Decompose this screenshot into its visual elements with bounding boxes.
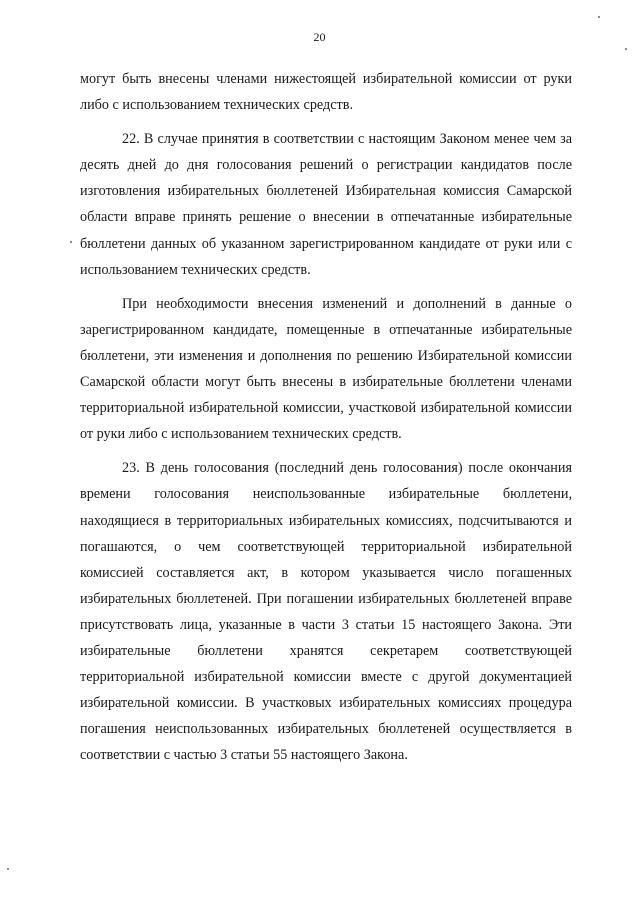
scan-speck [7,868,9,870]
scan-speck [598,16,600,18]
page-number: 20 [313,30,326,44]
scan-speck [70,241,72,243]
document-body [80,66,572,768]
paragraph-22: 22. В случае принятия в соответствии с настоящим Законом менее чем за десять дней до дня голосования решений о регистрации кандидатов после изготовления избирательных бюллетеней Избирательная комиссия Самарской области вправе принять решение о внесении в отпечатанные избирательные бюллетени данных об указанном зарегистрированном кандидате от руки или с использованием технических средств. [80,131,572,278]
paragraph-continuation: могут быть внесены членами нижестоящей избирательной комиссии от руки либо с использованием технических средств. [80,71,572,114]
scan-speck [625,48,627,50]
paragraph-23: 23. В день голосования (последний день голосования) после окончания времени голосования неиспользованные избирательные бюллетени, находящиеся в территориальных избирательных комиссиях, подсчитываются и погашаются, о чем соответствующей территориальной избирательной комиссией составляется акт, в котором указывается число погашенных избирательных бюллетеней. При погашении избирательных бюллетеней вправе присутствовать лица, указанные в части 3 статьи 15 настоящего Закона. Эти избирательные бюллетени хранятся секретарем соответствующей территориальной избирательной комиссии вместе с другой документацией избирательной комиссии. В участковых избирательных комиссиях процедура погашения неиспользованных избирательных бюллетеней осуществляется в соответствии с частью 3 статьи 55 настоящего Закона. [80,460,572,764]
paragraph-22-amendments: При необходимости внесения изменений и дополнений в данные о зарегистрированном кандидате, помещенные в отпечатанные избирательные бюллетени, эти изменения и дополнения по решению Избирательной комиссии Самарской области могут быть внесены в избирательные бюллетени членами территориальной избирательной комиссии, участковой избирательной комиссии от руки либо с использованием технических средств. [80,295,572,443]
